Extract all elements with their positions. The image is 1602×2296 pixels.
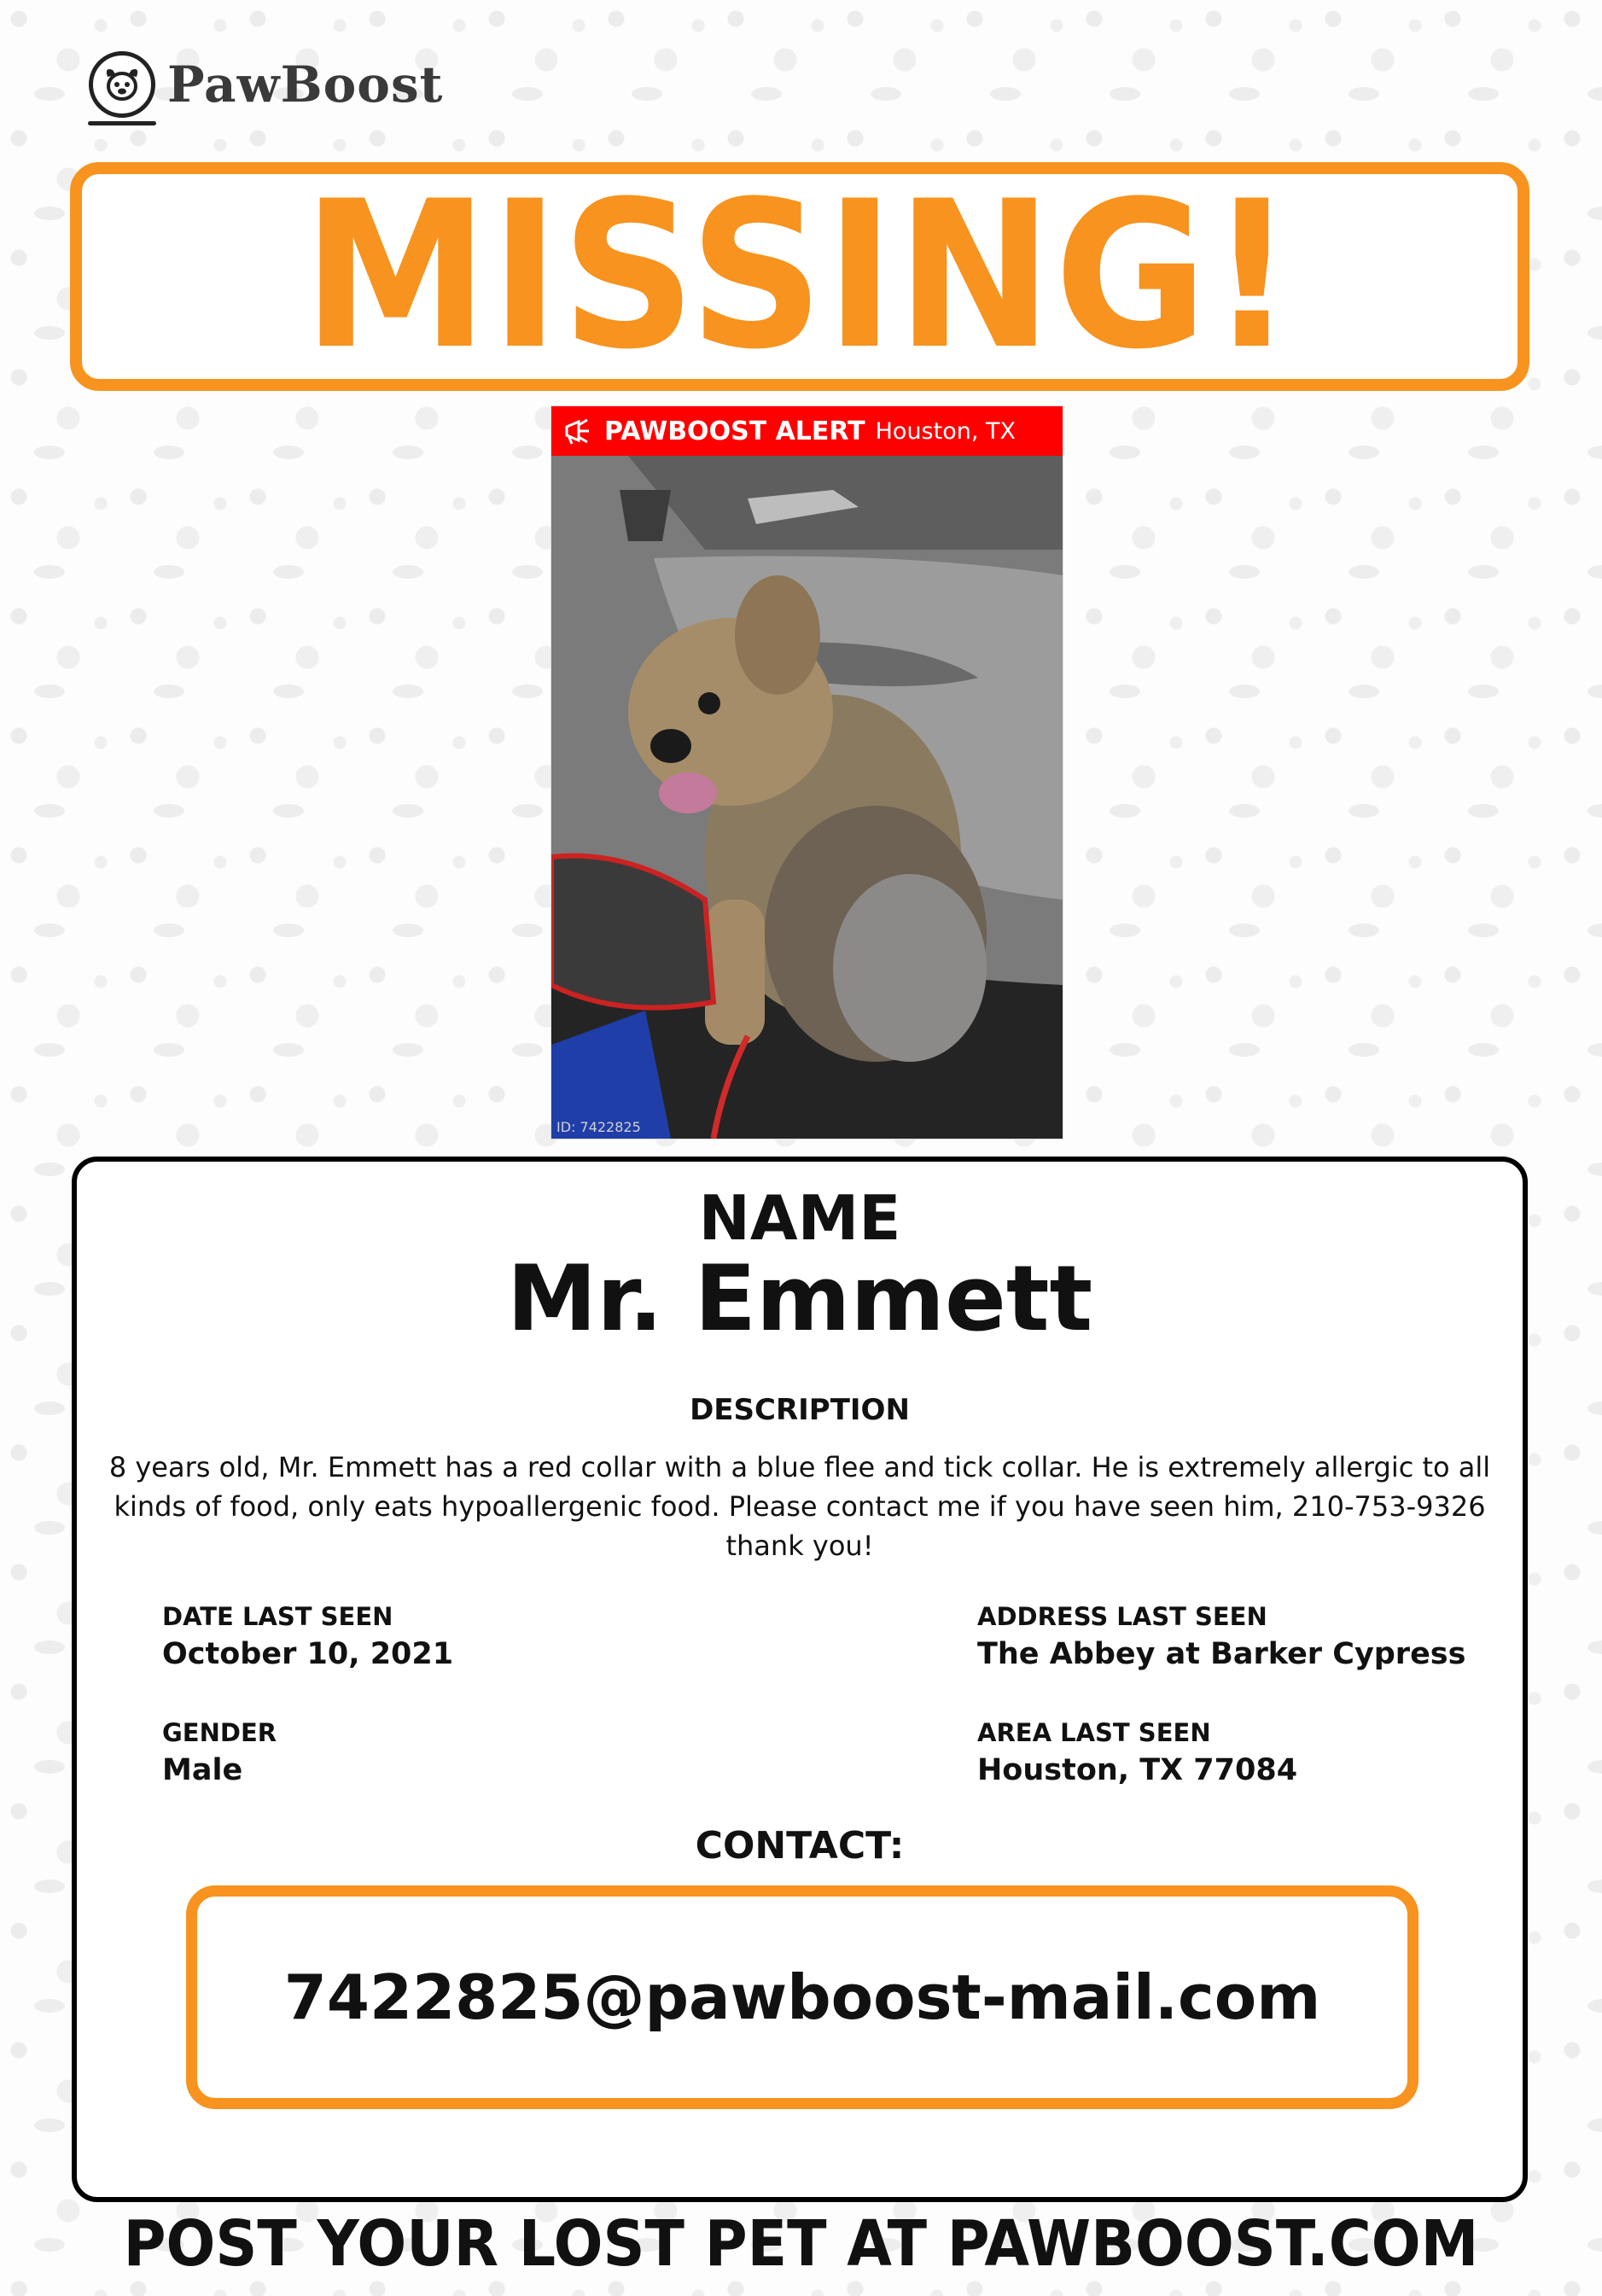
date-last-seen-field	[162, 1602, 454, 1671]
area-last-seen-value: Houston, TX 77084	[977, 1753, 1298, 1787]
description-text: 8 years old, Mr. Emmett has a red collar with a blue flee and tick collar. He is extremely allergic to all kinds of food, only eats hypoallergenic food. Please contact me if you have seen him, 210-753-9326 thank you!	[108, 1451, 1491, 1562]
pawboost-logo	[89, 51, 443, 118]
alert-bar	[551, 406, 1063, 456]
megaphone-icon	[562, 417, 594, 446]
address-last-seen-label: ADDRESS LAST SEEN	[977, 1602, 1267, 1631]
date-last-seen-label: DATE LAST SEEN	[162, 1602, 393, 1631]
description-label: DESCRIPTION	[690, 1393, 910, 1427]
gender-value: Male	[162, 1753, 243, 1787]
address-last-seen-value: The Abbey at Barker Cypress	[977, 1637, 1466, 1671]
dog-photo	[551, 456, 1063, 1139]
name-label: NAME	[698, 1182, 901, 1254]
missing-banner	[70, 158, 1529, 394]
footer-call-to-action: POST YOUR LOST PET AT PAWBOOST.COM	[123, 2207, 1479, 2281]
dog-face-icon	[89, 51, 155, 118]
contact-label: CONTACT:	[695, 1824, 905, 1868]
alert-title: PAWBOOST ALERT	[604, 416, 865, 446]
contact-email[interactable]: 7422825@pawboost-mail.com	[283, 1961, 1321, 2033]
address-last-seen-field	[977, 1602, 1466, 1671]
contact-email-box	[186, 1885, 1418, 2109]
area-last-seen-field	[977, 1718, 1298, 1787]
pet-photo-card	[551, 406, 1063, 1139]
pet-info-panel	[72, 1157, 1528, 2202]
date-last-seen-value: October 10, 2021	[162, 1637, 454, 1671]
pet-name: Mr. Emmett	[506, 1246, 1093, 1351]
gender-label: GENDER	[162, 1718, 277, 1747]
alert-location: Houston, TX	[875, 417, 1016, 445]
logo-text: PawBoost	[167, 55, 444, 114]
gender-field	[162, 1718, 277, 1787]
missing-headline: MISSING!	[303, 158, 1296, 394]
area-last-seen-label: AREA LAST SEEN	[977, 1718, 1211, 1747]
pet-id-label: ID: 7422825	[556, 1119, 641, 1135]
